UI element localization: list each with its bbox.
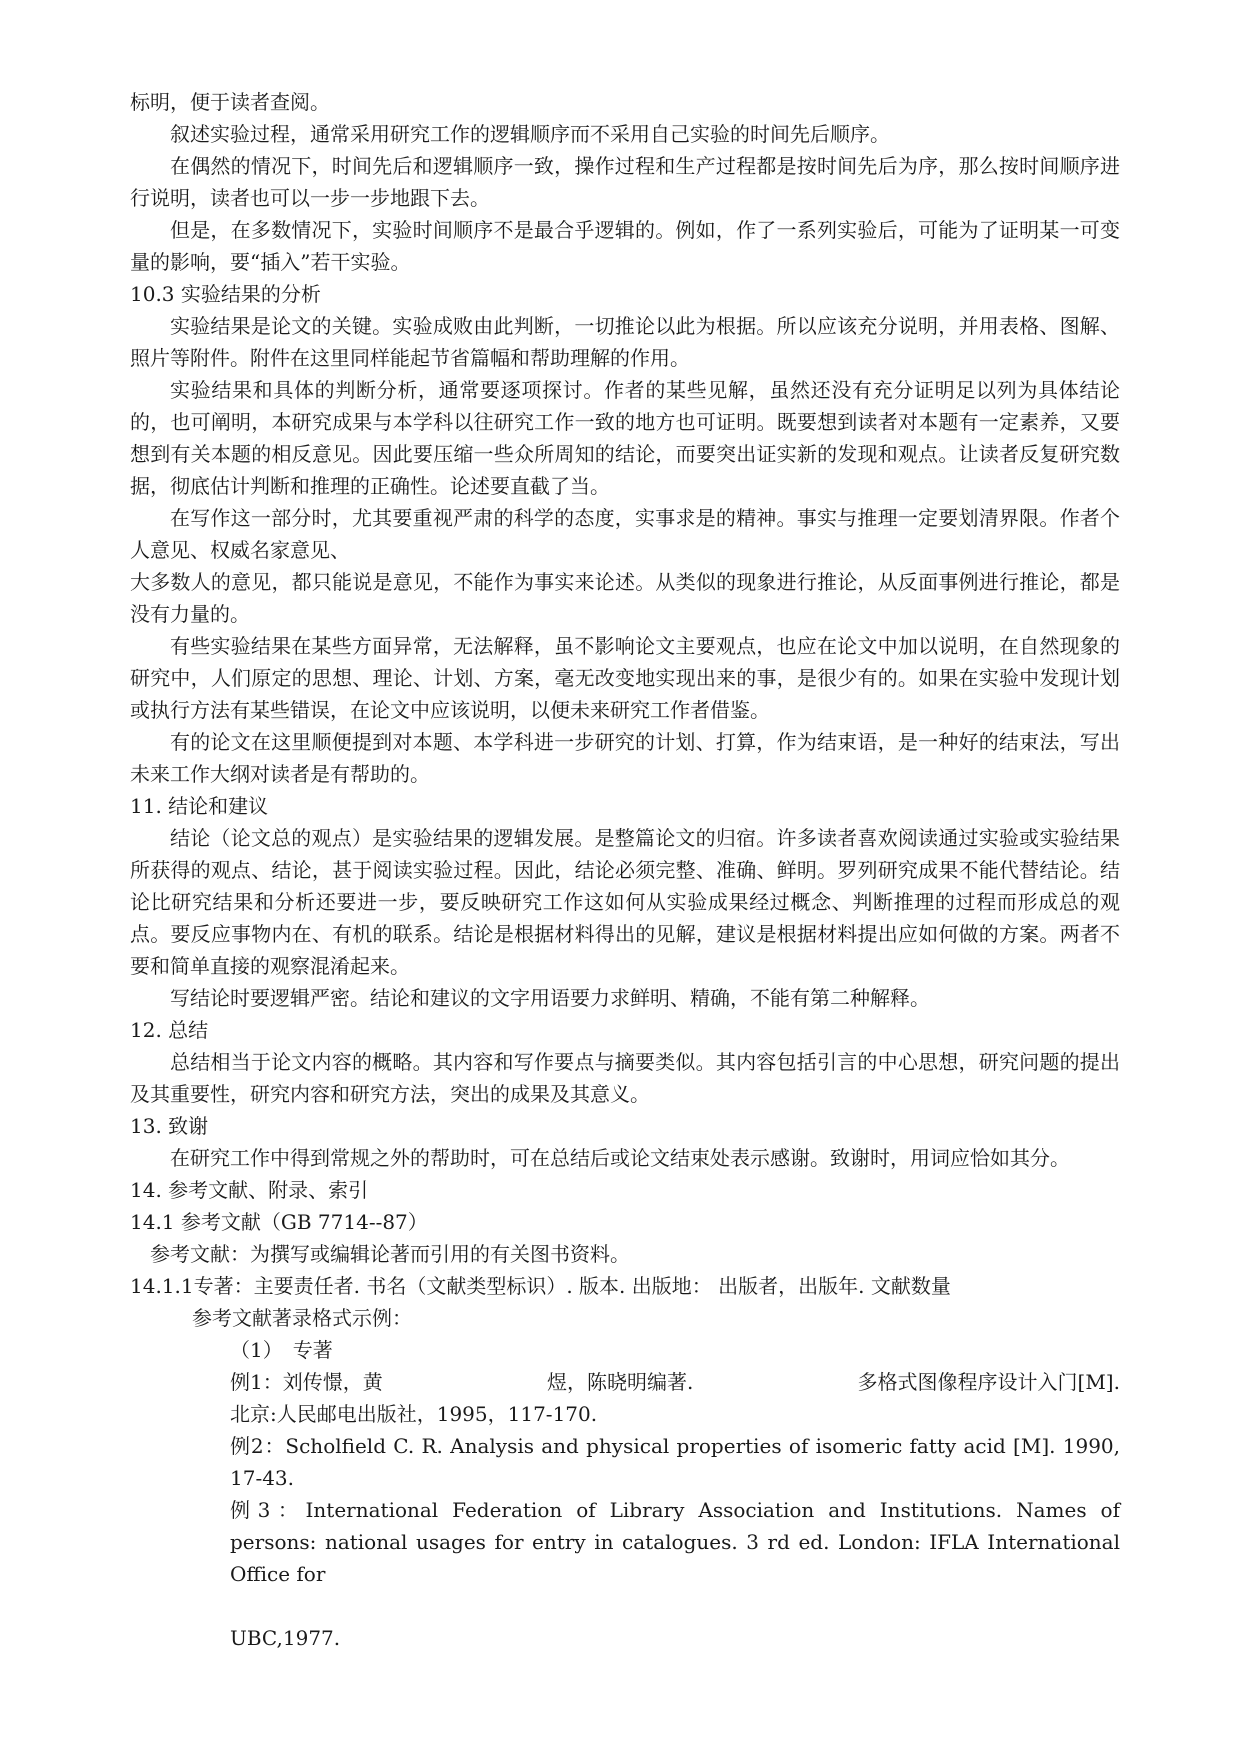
section-heading: 12. 总结	[130, 1018, 209, 1042]
paragraph: 实验结果和具体的判断分析，通常要逐项探讨。作者的某些见解，虽然还没有充分证明足以列为具体结论的，也可阐明，本研究成果与本学科以往研究工作一致的地方也可证明。既要想到读者对本题有一定素养，又要想到有关本题的相反意见。因此要压缩一些众所周知的结论，而要突出证实新的发现和观点。让读者反复研究数据，彻底估计判断和推理的正确性。论述要直截了当。	[130, 378, 1120, 498]
paragraph: 在研究工作中得到常规之外的帮助时，可在总结后或论文结束处表示感谢。致谢时，用词应恰如其分。	[170, 1146, 1070, 1170]
spacer	[130, 1590, 1120, 1622]
paragraph: 大多数人的意见，都只能说是意见，不能作为事实来论述。从类似的现象进行推论，从反面事例进行推论，都是没有力量的。	[130, 570, 1120, 626]
paragraph: 在写作这一部分时，尤其要重视严肃的科学的态度，实事求是的精神。事实与推理一定要划清界限。作者个人意见、权威名家意见、	[130, 506, 1120, 562]
section-heading: 11. 结论和建议	[130, 794, 269, 818]
document-body	[130, 86, 1120, 1654]
paragraph: 在偶然的情况下，时间先后和逻辑顺序一致，操作过程和生产过程都是按时间先后为序，那么按时间顺序进行说明，读者也可以一步一步地跟下去。	[130, 154, 1120, 210]
paragraph: 总结相当于论文内容的概略。其内容和写作要点与摘要类似。其内容包括引言的中心思想，研究问题的提出及其重要性，研究内容和研究方法，突出的成果及其意义。	[130, 1050, 1120, 1106]
paragraph: 有的论文在这里顺便提到对本题、本学科进一步研究的计划、打算，作为结束语，是一种好的结束法，写出未来工作大纲对读者是有帮助的。	[130, 730, 1120, 786]
section-heading: 14. 参考文献、附录、索引	[130, 1178, 369, 1202]
paragraph: 写结论时要逻辑严密。结论和建议的文字用语要力求鲜明、精确，不能有第二种解释。	[170, 986, 930, 1010]
reference-example-1	[130, 1366, 1120, 1398]
reference-text: 多格式图像程序设计入门[M].	[857, 1370, 1120, 1394]
paragraph: 结论（论文总的观点）是实验结果的逻辑发展。是整篇论文的归宿。许多读者喜欢阅读通过实验或实验结果所获得的观点、结论，甚于阅读实验过程。因此，结论必须完整、准确、鲜明。罗列研究成果不能代替结论。结论比研究结果和分析还要进一步，要反映研究工作这如何从实验成果经过概念、判断推理的过程而形成总的观点。要反应事物内在、有机的联系。结论是根据材料得出的见解，建议是根据材料提出应如何做的方案。两者不要和简单直接的观察混淆起来。	[130, 826, 1120, 978]
paragraph: 参考文献：为撰写或编辑论著而引用的有关图书资料。	[150, 1242, 630, 1266]
section-heading: 14.1 参考文献（GB 7714--87）	[130, 1210, 428, 1234]
paragraph: 但是，在多数情况下，实验时间顺序不是最合乎逻辑的。例如，作了一系列实验后，可能为了证明某一可变量的影响，要“插入”若干实验。	[130, 218, 1120, 274]
reference-example-3: 例3：International Federation of Library Association and Institutions. Names of persons: national usages for entry in catalogues. 3 rd ed. London: IFLA International Office for	[230, 1498, 1120, 1586]
reference-text: 例1：刘传憬，黄	[230, 1370, 383, 1394]
paragraph: 标明，便于读者查阅。	[130, 90, 330, 114]
section-heading: 10.3 实验结果的分析	[130, 282, 321, 306]
reference-text: 北京:人民邮电出版社，1995，117-170.	[230, 1402, 598, 1426]
reference-example-2: 例2：Scholfield C. R. Analysis and physical properties of isomeric fatty acid [M]. 1990, 17-43.	[230, 1434, 1120, 1490]
paragraph: 参考文献著录格式示例：	[192, 1306, 412, 1330]
paragraph: 叙述实验过程，通常采用研究工作的逻辑顺序而不采用自己实验的时间先后顺序。	[170, 122, 890, 146]
section-heading: 14.1.1专著：主要责任者. 书名（文献类型标识）. 版本. 出版地： 出版者，出版年. 文献数量	[130, 1274, 951, 1298]
reference-text: UBC,1977.	[230, 1626, 341, 1650]
reference-text: 煜，陈晓明编著.	[546, 1370, 694, 1394]
section-heading: 13. 致谢	[130, 1114, 209, 1138]
paragraph: 实验结果是论文的关键。实验成败由此判断，一切推论以此为根据。所以应该充分说明，并用表格、图解、照片等附件。附件在这里同样能起节省篇幅和帮助理解的作用。	[130, 314, 1120, 370]
list-item: （1） 专著	[230, 1338, 333, 1362]
paragraph: 有些实验结果在某些方面异常，无法解释，虽不影响论文主要观点，也应在论文中加以说明，在自然现象的研究中，人们原定的思想、理论、计划、方案，毫无改变地实现出来的事，是很少有的。如果在实验中发现计划或执行方法有某些错误，在论文中应该说明，以便未来研究工作者借鉴。	[130, 634, 1120, 722]
